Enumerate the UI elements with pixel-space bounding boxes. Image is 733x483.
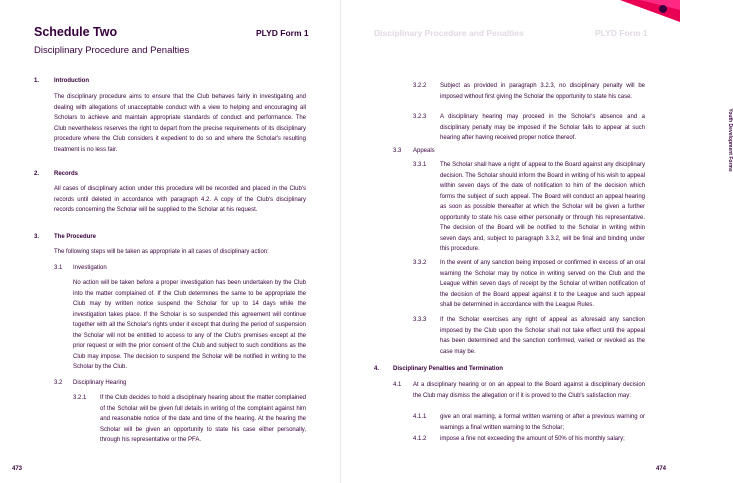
section-1-heading: Introduction [54,78,89,84]
para-3-2-3-number: 3.2.3 [413,114,427,120]
section-2-heading: Records [54,171,79,177]
para-3-2-heading: Disciplinary Hearing [73,380,127,386]
para-3-3-3-number: 3.3.3 [413,317,427,323]
corner-logo-graphic [600,0,680,30]
faint-running-title: Disciplinary Procedure and Penalties [374,28,524,38]
para-4-1-2-number: 4.1.2 [413,436,427,442]
schedule-title: Schedule Two [34,25,118,39]
para-3-3-heading: Appeals [413,148,435,154]
para-4-1-2-body: impose a fine not exceeding the amount of 50% of his monthly salary; [440,436,625,442]
para-3-3-1-body: The Scholar shall have a right of appeal to the Board against any disciplinary decision. The Scholar should inform the Board in writing of his wish to appeal within seven days of the date of notification to him of the decision which forms the subject of such appeal. The Board will conduct an appeal hearing as soon as possible thereafter at which the Scholar will be given a further opportunity to state his case either personally or through his representative. The decision of the Board will be notified to the Scholar in writing within seven days and, subject to paragraph 3.3.2, will be final and binding under this procedure. [440,162,645,252]
section-2-number: 2. [34,171,40,177]
section-4-number: 4. [374,366,380,372]
section-1-body: The disciplinary procedure aims to ensure that the Club behaves fairly in investigating and dealing with allegations of unacceptable conduct with a view to helping and encouraging all Scholars to achieve and maintain appropriate standards of conduct and performance. The Club nevertheless reserves the right to depart from the precise requirements of its disciplinary procedure where the Club considers it expedient to do so and where the Scholar's resulting treatment is no less fair. [54,94,306,153]
para-3-1-number: 3.1 [54,265,63,271]
section-1-number: 1. [34,78,40,84]
section-3-heading: The Procedure [54,234,97,240]
para-4-1-1-body: give an oral warning, a formal written warning or after a previous warning or warnings a final written warning to the Scholar; [440,414,645,431]
para-3-2-2-number: 3.2.2 [413,83,427,89]
side-tab [652,70,733,220]
side-tab-label: Youth Development Forms [727,108,733,172]
left-page [0,0,340,483]
para-3-3-2-body: In the event of any sanction being imposed or confirmed in excess of an oral warning the Scholar may by notice in writing served on the Club and the League within seven days of receipt by the Scholar of written notification of the decision of the Board appeal against it to the League and such appeal shall be determined in accordance with the League Rules. [440,260,645,308]
page-subtitle: Disciplinary Procedure and Penalties [34,45,190,56]
para-3-2-2-body: Subject as provided in paragraph 3.2.3, no disciplinary penalty will be imposed without first giving the Scholar the opportunity to state his case. [440,83,645,100]
para-3-3-number: 3.3 [393,148,402,154]
para-3-2-1-number: 3.2.1 [73,395,87,401]
para-3-3-1-number: 3.3.1 [413,162,427,168]
para-3-3-2-number: 3.3.2 [413,260,427,266]
para-3-1-body: No action will be taken before a proper investigation has been undertaken by the Club into the matter complained of. If the Club determines the same to be appropriate the Club may by written notice suspend the Scholar for up to 14 days while the investigation takes place. If the Scholar is so suspended this agreement will continue together with all the Scholar's rights under it except that during the period of suspension the Scholar will not be entitled to access to any of the Club's premises except at the prior request or with the prior consent of the Club and subject to such conditions as the Club may impose. The decision to suspend the Scholar will be notified in writing to the Scholar by the Club. [73,280,306,370]
page-number-left: 473 [12,466,23,472]
section-3-number: 3. [34,234,40,240]
section-4-heading: Disciplinary Penalties and Termination [393,366,503,372]
para-3-3-3-body: If the Scholar exercises any right of appeal as aforesaid any sanction imposed by the Club upon the Scholar shall not take effect until the appeal has been determined and the sanction confirmed, varied or revoked as the case may be. [440,317,645,355]
para-3-2-1-body: If the Club decides to hold a disciplinary hearing about the matter complained of the Scholar will be given full details in writing of the complaint against him and reasonable notice of the date and time of the hearing. At the hearing the Scholar will be given an opportunity to state his case either personally, through his representative or the PFA. [100,395,306,443]
lion-crest-icon [659,5,667,13]
faint-form-label: PLYD Form 1 [595,28,648,38]
para-3-2-3-body: A disciplinary hearing may proceed in the Scholar's absence and a disciplinary penalty may be imposed if the Scholar fails to appear at such hearing after having received proper notice thereof. [440,114,645,141]
page-number-right: 474 [656,466,667,472]
para-4-1-1-number: 4.1.1 [413,414,427,420]
para-4-1-body: At a disciplinary hearing or on an appeal to the Board against a disciplinary decision the Club may dismiss the allegation or if it is proved to the Club's satisfaction may: [413,382,645,399]
section-3-intro: The following steps will be taken as appropriate in all cases of disciplinary action: [54,249,269,255]
para-3-2-number: 3.2 [54,380,63,386]
para-3-1-heading: Investigation [73,265,107,271]
page-divider [340,0,341,483]
section-2-body: All cases of disciplinary action under this procedure will be recorded and placed in the Club's records until deleted in accordance with paragraph 4.2. A copy of the Club's disciplinary records concerning the Scholar will be supplied to the Scholar at his request. [54,186,306,213]
form-label: PLYD Form 1 [256,28,309,38]
para-4-1-number: 4.1 [393,382,402,388]
